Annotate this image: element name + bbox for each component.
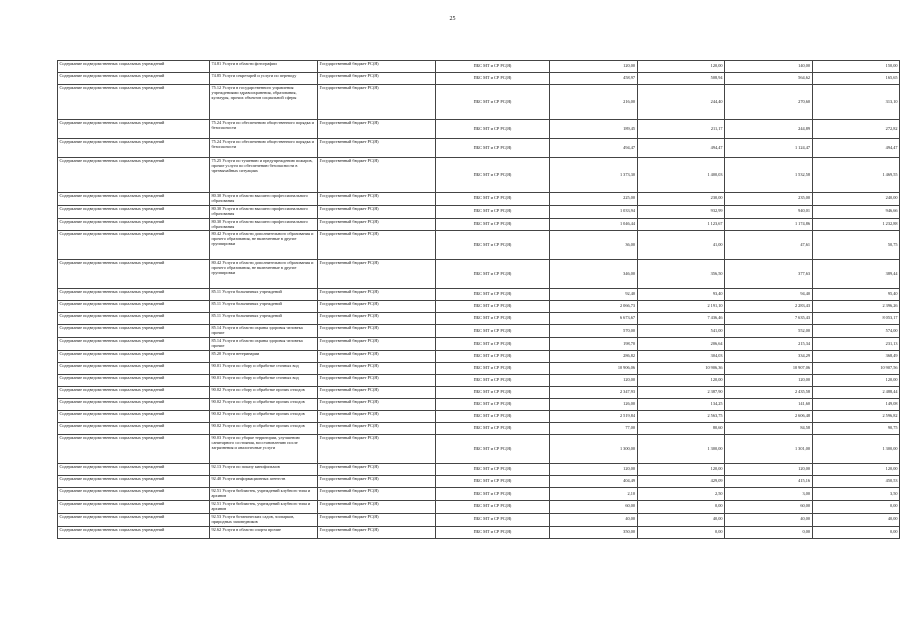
value-2015-cell: 368,49 — [812, 351, 900, 363]
budget-unit-cell: ПБС МТ и СР РС(Я) — [436, 325, 550, 338]
value-2014-cell: 0,00 — [725, 526, 813, 538]
table-row — [58, 500, 900, 513]
budget-unit-cell: ПБС МТ и СР РС(Я) — [436, 351, 550, 363]
value-2015-cell: 165,65 — [812, 73, 900, 85]
budget-unit-cell: ПБС МТ и СР РС(Я) — [436, 464, 550, 476]
service-cell: 92.62 Услуги в области спорта прочие — [210, 526, 318, 538]
value-2014-cell: 141,60 — [725, 399, 813, 411]
value-2015-cell: 0,00 — [812, 500, 900, 513]
service-cell: 80.30 Услуги в области высшего профессионального образования — [210, 218, 318, 231]
expense-cell: Содержание подведомственных социальных учреждений — [58, 301, 210, 313]
value-2013-cell: 304,03 — [637, 351, 725, 363]
value-2012-cell: 1 033,94 — [550, 205, 638, 218]
budget-unit-cell: ПБС МТ и СР РС(Я) — [436, 526, 550, 538]
value-2014-cell: 1 174,86 — [725, 218, 813, 231]
funding-source-cell: Государственный бюджет РС(Я) — [318, 73, 436, 85]
funding-source-cell: Государственный бюджет РС(Я) — [318, 120, 436, 139]
funding-source-cell: Государственный бюджет РС(Я) — [318, 231, 436, 260]
budget-unit-cell: ПБС МТ и СР РС(Я) — [436, 338, 550, 351]
budget-unit-cell: ПБС МТ и СР РС(Я) — [436, 411, 550, 423]
service-cell: 75.25 Услуги по тушению и предупреждению пожаров, прочие услуги по обеспечению безопасности в чрезвычайных ситуациях — [210, 158, 318, 193]
value-2013-cell: 2 191,10 — [637, 301, 725, 313]
budget-unit-cell: ПБС МТ и СР РС(Я) — [436, 120, 550, 139]
value-2013-cell: 932,99 — [637, 205, 725, 218]
expense-cell: Содержание подведомственных социальных учреждений — [58, 363, 210, 375]
value-2014-cell: 2 283,43 — [725, 301, 813, 313]
value-2012-cell: 120,00 — [550, 464, 638, 476]
value-2014-cell: 377,63 — [725, 260, 813, 289]
funding-source-cell: Государственный бюджет РС(Я) — [318, 205, 436, 218]
value-2012-cell: 286,82 — [550, 351, 638, 363]
expense-cell: Содержание подведомственных социальных учреждений — [58, 387, 210, 399]
budget-unit-cell: ПБС МТ и СР РС(Я) — [436, 435, 550, 464]
expense-cell: Содержание подведомственных социальных учреждений — [58, 513, 210, 526]
table-row — [58, 61, 900, 73]
budget-unit-cell: ПБС МТ и СР РС(Я) — [436, 61, 550, 73]
value-2015-cell: 272,82 — [812, 120, 900, 139]
value-2014-cell: 3,00 — [725, 488, 813, 501]
value-2014-cell: 415,16 — [725, 476, 813, 488]
value-2015-cell: 50,75 — [812, 231, 900, 260]
value-2015-cell: 150,00 — [812, 61, 900, 73]
value-2014-cell: 120,00 — [725, 464, 813, 476]
value-2013-cell: 494,47 — [637, 139, 725, 158]
value-2014-cell: 334,29 — [725, 351, 813, 363]
expense-cell: Содержание подведомственных социальных учреждений — [58, 139, 210, 158]
value-2012-cell: 458,97 — [550, 73, 638, 85]
value-2012-cell: 2 519,84 — [550, 411, 638, 423]
value-2014-cell: 47,61 — [725, 231, 813, 260]
value-2014-cell: 1 532,58 — [725, 158, 813, 193]
table-row — [58, 260, 900, 289]
expense-cell: Содержание подведомственных социальных учреждений — [58, 231, 210, 260]
value-2012-cell: 2 066,73 — [550, 301, 638, 313]
budget-unit-cell: ПБС МТ и СР РС(Я) — [436, 260, 550, 289]
service-cell: 85.11 Услуги больничных учреждений — [210, 289, 318, 301]
budget-unit-cell: ПБС МТ и СР РС(Я) — [436, 139, 550, 158]
funding-source-cell: Государственный бюджет РС(Я) — [318, 464, 436, 476]
value-2014-cell: 552,00 — [725, 325, 813, 338]
value-2012-cell: 77,00 — [550, 423, 638, 435]
expense-cell: Содержание подведомственных социальных учреждений — [58, 464, 210, 476]
value-2012-cell: 10 906,06 — [550, 363, 638, 375]
value-2015-cell: 120,00 — [812, 464, 900, 476]
expense-cell: Содержание подведомственных социальных учреждений — [58, 411, 210, 423]
value-2013-cell: 2 387,90 — [637, 387, 725, 399]
budget-unit-cell: ПБС МТ и СР РС(Я) — [436, 363, 550, 375]
table-row — [58, 325, 900, 338]
value-2014-cell: 244,89 — [725, 120, 813, 139]
budget-unit-cell: ПБС МТ и СР РС(Я) — [436, 85, 550, 120]
table-row — [58, 476, 900, 488]
value-2012-cell: 216,00 — [550, 85, 638, 120]
budget-unit-cell: ПБС МТ и СР РС(Я) — [436, 387, 550, 399]
funding-source-cell: Государственный бюджет РС(Я) — [318, 158, 436, 193]
value-2013-cell: 244,40 — [637, 85, 725, 120]
funding-source-cell: Государственный бюджет РС(Я) — [318, 338, 436, 351]
funding-source-cell: Государственный бюджет РС(Я) — [318, 435, 436, 464]
value-2013-cell: 1 123,67 — [637, 218, 725, 231]
value-2012-cell: 198,70 — [550, 338, 638, 351]
value-2015-cell: 8 053,17 — [812, 313, 900, 325]
budget-unit-cell: ПБС МТ и СР РС(Я) — [436, 231, 550, 260]
table-row — [58, 193, 900, 206]
value-2015-cell: 1 469,55 — [812, 158, 900, 193]
expense-cell: Содержание подведомственных социальных учреждений — [58, 73, 210, 85]
value-2013-cell: 1 400,03 — [637, 158, 725, 193]
value-2015-cell: 1 232,88 — [812, 218, 900, 231]
expense-cell: Содержание подведомственных социальных учреждений — [58, 193, 210, 206]
service-cell: 90.03 Услуги по уборке территории, улучшению санитарного состояния, восстановлению после загрязнения и аналогичные услуги — [210, 435, 318, 464]
funding-source-cell: Государственный бюджет РС(Я) — [318, 423, 436, 435]
value-2014-cell: 2 435,58 — [725, 387, 813, 399]
budget-unit-cell: ПБС МТ и СР РС(Я) — [436, 73, 550, 85]
value-2015-cell: 389,44 — [812, 260, 900, 289]
table-row — [58, 231, 900, 260]
service-cell: 92.51 Услуги библиотек, учреждений клубного типа и архивов — [210, 500, 318, 513]
table-body — [58, 61, 900, 539]
value-2015-cell: 313,10 — [812, 85, 900, 120]
expense-cell: Содержание подведомственных социальных учреждений — [58, 488, 210, 501]
value-2015-cell: 95,40 — [812, 289, 900, 301]
budget-unit-cell: ПБС МТ и СР РС(Я) — [436, 218, 550, 231]
value-2015-cell: 946,66 — [812, 205, 900, 218]
table-row — [58, 526, 900, 538]
budget-unit-cell: ПБС МТ и СР РС(Я) — [436, 423, 550, 435]
expense-cell: Содержание подведомственных социальных учреждений — [58, 61, 210, 73]
value-2012-cell: 494,47 — [550, 139, 638, 158]
value-2013-cell: 10 906,36 — [637, 363, 725, 375]
service-cell: 85.11 Услуги больничных учреждений — [210, 313, 318, 325]
budget-unit-cell: ПБС МТ и СР РС(Я) — [436, 375, 550, 387]
expense-cell: Содержание подведомственных социальных учреждений — [58, 435, 210, 464]
value-2015-cell: 240,00 — [812, 193, 900, 206]
value-2012-cell: 126,00 — [550, 399, 638, 411]
table-row — [58, 488, 900, 501]
funding-source-cell: Государственный бюджет РС(Я) — [318, 399, 436, 411]
value-2015-cell: 3,50 — [812, 488, 900, 501]
value-2015-cell: 2 488,44 — [812, 387, 900, 399]
table-row — [58, 411, 900, 423]
value-2012-cell: 225,00 — [550, 193, 638, 206]
expense-cell: Содержание подведомственных социальных учреждений — [58, 526, 210, 538]
table-row — [58, 464, 900, 476]
funding-source-cell: Государственный бюджет РС(Я) — [318, 289, 436, 301]
table-row — [58, 289, 900, 301]
value-2015-cell: 90,75 — [812, 423, 900, 435]
value-2015-cell: 494,47 — [812, 139, 900, 158]
value-2012-cell: 120,00 — [550, 61, 638, 73]
budget-unit-cell: ПБС МТ и СР РС(Я) — [436, 476, 550, 488]
budget-unit-cell: ПБС МТ и СР РС(Я) — [436, 158, 550, 193]
value-2012-cell: 120,00 — [550, 375, 638, 387]
value-2015-cell: 10 907,56 — [812, 363, 900, 375]
funding-source-cell: Государственный бюджет РС(Я) — [318, 411, 436, 423]
table-row — [58, 205, 900, 218]
value-2013-cell: 0,00 — [637, 526, 725, 538]
expense-cell: Содержание подведомственных социальных учреждений — [58, 351, 210, 363]
table-row — [58, 513, 900, 526]
value-2013-cell: 120,00 — [637, 464, 725, 476]
table-row — [58, 435, 900, 464]
budget-unit-cell: ПБС МТ и СР РС(Я) — [436, 289, 550, 301]
value-2014-cell: 10 907,06 — [725, 363, 813, 375]
value-2015-cell: 149,08 — [812, 399, 900, 411]
expense-cell: Содержание подведомственных социальных учреждений — [58, 313, 210, 325]
value-2012-cell: 189,45 — [550, 120, 638, 139]
funding-source-cell: Государственный бюджет РС(Я) — [318, 193, 436, 206]
budget-unit-cell: ПБС МТ и СР РС(Я) — [436, 500, 550, 513]
table-row — [58, 73, 900, 85]
value-2014-cell: 1 301,00 — [725, 435, 813, 464]
value-2014-cell: 235,00 — [725, 193, 813, 206]
value-2014-cell: 60,00 — [725, 500, 813, 513]
expense-cell: Содержание подведомственных социальных учреждений — [58, 325, 210, 338]
budget-unit-cell: ПБС МТ и СР РС(Я) — [436, 488, 550, 501]
budget-unit-cell: ПБС МТ и СР РС(Я) — [436, 513, 550, 526]
value-2014-cell: 7 635,43 — [725, 313, 813, 325]
funding-source-cell: Государственный бюджет РС(Я) — [318, 260, 436, 289]
funding-source-cell: Государственный бюджет РС(Я) — [318, 139, 436, 158]
funding-source-cell: Государственный бюджет РС(Я) — [318, 351, 436, 363]
value-2015-cell: 574,00 — [812, 325, 900, 338]
service-cell: 75.24 Услуги по обеспечению общественного порядка и безопасности — [210, 139, 318, 158]
funding-source-cell: Государственный бюджет РС(Я) — [318, 218, 436, 231]
service-cell: 90.02 Услуги по сбору и обработке прочих отходов — [210, 399, 318, 411]
value-2012-cell: 1 300,00 — [550, 435, 638, 464]
value-2015-cell: 40,00 — [812, 513, 900, 526]
funding-source-cell: Государственный бюджет РС(Я) — [318, 526, 436, 538]
value-2014-cell: 94,40 — [725, 289, 813, 301]
table-row — [58, 158, 900, 193]
value-2014-cell: 564,62 — [725, 73, 813, 85]
table-row — [58, 85, 900, 120]
service-cell: 80.30 Услуги в области высшего профессионального образования — [210, 205, 318, 218]
value-2014-cell: 270,60 — [725, 85, 813, 120]
service-cell: 80.30 Услуги в области высшего профессионального образования — [210, 193, 318, 206]
value-2014-cell: 215,34 — [725, 338, 813, 351]
budget-unit-cell: ПБС МТ и СР РС(Я) — [436, 193, 550, 206]
value-2015-cell: 0,00 — [812, 526, 900, 538]
value-2013-cell: 80,60 — [637, 423, 725, 435]
value-2014-cell: 40,00 — [725, 513, 813, 526]
service-cell: 74.81 Услуги в области фотографии — [210, 61, 318, 73]
page-number: 25 — [449, 16, 456, 22]
table-row — [58, 387, 900, 399]
value-2012-cell: 1 373,30 — [550, 158, 638, 193]
funding-source-cell: Государственный бюджет РС(Я) — [318, 387, 436, 399]
service-cell: 90.02 Услуги по сбору и обработке прочих отходов — [210, 423, 318, 435]
value-2013-cell: 2 563,75 — [637, 411, 725, 423]
table-row — [58, 375, 900, 387]
value-2013-cell: 1 300,00 — [637, 435, 725, 464]
service-cell: 80.42 Услуги в области дополнительного образования и прочего образования, не включенные в другие группировки — [210, 260, 318, 289]
service-cell: 90.01 Услуги по сбору и обработке сточных вод — [210, 375, 318, 387]
value-2013-cell: 120,00 — [637, 375, 725, 387]
value-2014-cell: 940,01 — [725, 205, 813, 218]
service-cell: 92.13 Услуги по показу кинофильмов — [210, 464, 318, 476]
value-2015-cell: 231,13 — [812, 338, 900, 351]
value-2012-cell: 1 046,44 — [550, 218, 638, 231]
value-2012-cell: 60,00 — [550, 500, 638, 513]
budget-unit-cell: ПБС МТ и СР РС(Я) — [436, 301, 550, 313]
expense-cell: Содержание подведомственных социальных учреждений — [58, 423, 210, 435]
value-2015-cell: 450,53 — [812, 476, 900, 488]
expense-cell: Содержание подведомственных социальных учреждений — [58, 205, 210, 218]
value-2012-cell: 40,00 — [550, 513, 638, 526]
table-row — [58, 313, 900, 325]
table-row — [58, 301, 900, 313]
value-2014-cell: 120,00 — [725, 375, 813, 387]
service-cell: 75.12 Услуги в государственного управления учреждениями здравоохранения, образования, культуры, прочих объектов социальной сферы — [210, 85, 318, 120]
funding-source-cell: Государственный бюджет РС(Я) — [318, 500, 436, 513]
funding-source-cell: Государственный бюджет РС(Я) — [318, 301, 436, 313]
expense-cell: Содержание подведомственных социальных учреждений — [58, 375, 210, 387]
funding-source-cell: Государственный бюджет РС(Я) — [318, 61, 436, 73]
budget-unit-cell: ПБС МТ и СР РС(Я) — [436, 399, 550, 411]
service-cell: 90.01 Услуги по сбору и обработке сточных вод — [210, 363, 318, 375]
table-row — [58, 338, 900, 351]
value-2015-cell: 2 596,82 — [812, 411, 900, 423]
value-2015-cell: 120,00 — [812, 375, 900, 387]
value-2013-cell: 206,64 — [637, 338, 725, 351]
table-row — [58, 351, 900, 363]
value-2012-cell: 92,40 — [550, 289, 638, 301]
value-2014-cell: 1 124,47 — [725, 139, 813, 158]
value-2013-cell: 508,94 — [637, 73, 725, 85]
funding-source-cell: Государственный бюджет РС(Я) — [318, 488, 436, 501]
value-2012-cell: 404,49 — [550, 476, 638, 488]
funding-source-cell: Государственный бюджет РС(Я) — [318, 375, 436, 387]
value-2014-cell: 2 606,48 — [725, 411, 813, 423]
value-2013-cell: 120,00 — [637, 61, 725, 73]
expense-cell: Содержание подведомственных социальных учреждений — [58, 85, 210, 120]
expense-cell: Содержание подведомственных социальных учреждений — [58, 260, 210, 289]
value-2012-cell: 350,00 — [550, 526, 638, 538]
value-2013-cell: 429,09 — [637, 476, 725, 488]
service-cell: 85.14 Услуги в области охраны здоровья человека прочие — [210, 325, 318, 338]
expense-cell: Содержание подведомственных социальных учреждений — [58, 120, 210, 139]
value-2013-cell: 230,00 — [637, 193, 725, 206]
expense-cell: Содержание подведомственных социальных учреждений — [58, 289, 210, 301]
table-row — [58, 218, 900, 231]
service-cell: 92.53 Услуги ботанических садов, зоопарков, природных заповедников — [210, 513, 318, 526]
budget-unit-cell: ПБС МТ и СР РС(Я) — [436, 205, 550, 218]
funding-source-cell: Государственный бюджет РС(Я) — [318, 363, 436, 375]
expense-cell: Содержание подведомственных социальных учреждений — [58, 218, 210, 231]
value-2012-cell: 36,00 — [550, 231, 638, 260]
value-2012-cell: 2,10 — [550, 488, 638, 501]
value-2013-cell: 541,00 — [637, 325, 725, 338]
service-cell: 85.14 Услуги в области охраны здоровья человека прочие — [210, 338, 318, 351]
value-2012-cell: 6 673,67 — [550, 313, 638, 325]
expense-cell: Содержание подведомственных социальных учреждений — [58, 476, 210, 488]
value-2013-cell: 40,00 — [637, 513, 725, 526]
funding-source-cell: Государственный бюджет РС(Я) — [318, 325, 436, 338]
service-cell: 90.02 Услуги по сбору и обработке прочих отходов — [210, 411, 318, 423]
funding-source-cell: Государственный бюджет РС(Я) — [318, 313, 436, 325]
funding-source-cell: Государственный бюджет РС(Я) — [318, 85, 436, 120]
value-2014-cell: 140,00 — [725, 61, 813, 73]
expense-cell: Содержание подведомственных социальных учреждений — [58, 500, 210, 513]
budget-unit-cell: ПБС МТ и СР РС(Я) — [436, 313, 550, 325]
expense-cell: Содержание подведомственных социальных учреждений — [58, 338, 210, 351]
value-2013-cell: 7 436,46 — [637, 313, 725, 325]
funding-source-cell: Государственный бюджет РС(Я) — [318, 476, 436, 488]
value-2013-cell: 356,50 — [637, 260, 725, 289]
budget-table — [57, 60, 900, 539]
value-2012-cell: 346,00 — [550, 260, 638, 289]
value-2013-cell: 134,25 — [637, 399, 725, 411]
value-2012-cell: 570,00 — [550, 325, 638, 338]
value-2015-cell: 2 396,26 — [812, 301, 900, 313]
table-row — [58, 423, 900, 435]
value-2013-cell: 2,50 — [637, 488, 725, 501]
service-cell: 75.24 Услуги по обеспечению общественного порядка и безопасности — [210, 120, 318, 139]
value-2013-cell: 93,40 — [637, 289, 725, 301]
service-cell: 74.85 Услуги секретарей и услуги по переводу — [210, 73, 318, 85]
value-2013-cell: 0,00 — [637, 500, 725, 513]
value-2013-cell: 41,00 — [637, 231, 725, 260]
value-2015-cell: 1 300,00 — [812, 435, 900, 464]
expense-cell: Содержание подведомственных социальных учреждений — [58, 158, 210, 193]
value-2014-cell: 84,58 — [725, 423, 813, 435]
expense-cell: Содержание подведомственных социальных учреждений — [58, 399, 210, 411]
service-cell: 92.51 Услуги библиотек, учреждений клубного типа и архивов — [210, 488, 318, 501]
table-row — [58, 363, 900, 375]
service-cell: 85.11 Услуги больничных учреждений — [210, 301, 318, 313]
funding-source-cell: Государственный бюджет РС(Я) — [318, 513, 436, 526]
value-2013-cell: 211,17 — [637, 120, 725, 139]
service-cell: 90.02 Услуги по сбору и обработке прочих отходов — [210, 387, 318, 399]
table-row — [58, 120, 900, 139]
table-row — [58, 399, 900, 411]
value-2012-cell: 2 347,93 — [550, 387, 638, 399]
service-cell: 92.40 Услуги информационных агентств — [210, 476, 318, 488]
table-row — [58, 139, 900, 158]
service-cell: 80.42 Услуги в области дополнительного образования и прочего образования, не включенные в другие группировки — [210, 231, 318, 260]
service-cell: 85.20 Услуги ветеринарии — [210, 351, 318, 363]
